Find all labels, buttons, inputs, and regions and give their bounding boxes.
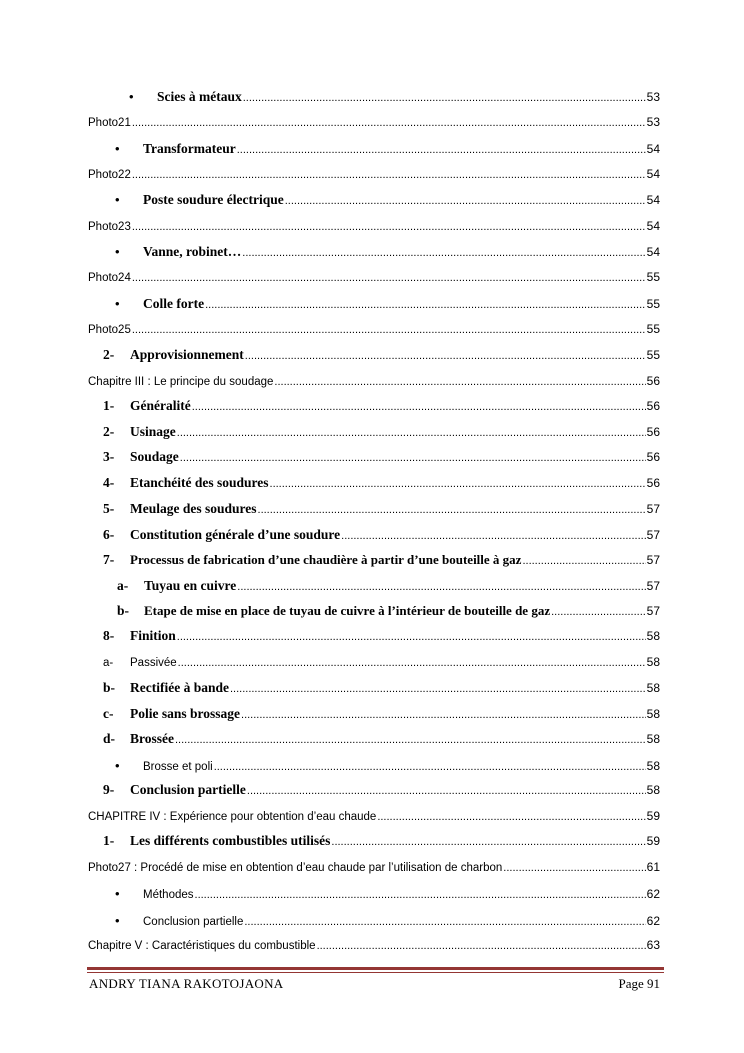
leader-dots: [132, 169, 646, 181]
leader-dots: [132, 221, 646, 233]
toc-page-number: 54: [646, 142, 660, 156]
leader-dots: [205, 299, 646, 311]
bullet-marker: •: [129, 89, 134, 104]
footer-rule-thick: [87, 967, 664, 970]
toc-page-number: 57: [646, 502, 660, 516]
leader-dots: [244, 916, 645, 928]
toc-entry-text: Brosse et poli: [143, 761, 213, 773]
leader-dots: [192, 401, 646, 413]
toc-entry-vanne[interactable]: [115, 244, 660, 260]
leader-dots: [237, 581, 645, 593]
leader-dots: [317, 940, 646, 952]
toc-entry-brossee[interactable]: [103, 731, 660, 747]
toc-page-number: 57: [646, 579, 660, 593]
toc-entry-photo25[interactable]: [88, 322, 660, 336]
section-number: b-: [103, 680, 116, 695]
toc-entry-photo27[interactable]: [88, 860, 660, 874]
leader-dots: [285, 195, 646, 207]
toc-entry-text: Approvisionnement: [130, 347, 244, 362]
leader-dots: [241, 709, 646, 721]
section-number: a-: [117, 578, 129, 593]
leader-dots: [331, 836, 645, 848]
toc-entry-tuyau[interactable]: [117, 578, 660, 594]
section-number: d-: [103, 731, 116, 746]
toc-entry-text: Etanchéité des soudures: [130, 475, 269, 490]
toc-entry-approvisionnement[interactable]: [103, 347, 660, 363]
section-number: c-: [103, 706, 114, 721]
toc-entry-text: Vanne, robinet…: [143, 244, 242, 259]
toc-entry-text: Photo21: [88, 117, 131, 129]
footer-author: ANDRY TIANA RAKOTOJAONA: [89, 976, 284, 991]
toc-entry-processus[interactable]: [103, 552, 660, 568]
leader-dots: [195, 889, 646, 901]
toc-entry-text: CHAPITRE IV : Expérience pour obtention d’eau chaude: [88, 811, 377, 823]
toc-page-number: 58: [646, 732, 660, 746]
leader-dots: [522, 555, 645, 567]
toc-page-number: 58: [646, 759, 660, 773]
toc-page-number: 55: [646, 322, 660, 336]
toc-page-number: 57: [646, 553, 660, 567]
leader-dots: [341, 530, 645, 542]
toc-page-number: 54: [646, 167, 660, 181]
leader-dots: [551, 606, 646, 618]
leader-dots: [132, 272, 646, 284]
toc-entry-chapitre-4[interactable]: [88, 809, 660, 823]
bullet-marker: •: [115, 886, 120, 901]
bullet-marker: •: [115, 141, 120, 156]
leader-dots: [132, 117, 646, 129]
toc-page-number: 53: [646, 115, 660, 129]
toc-entry-text: Processus de fabrication d’une chaudière à partir d’une bouteille à gaz: [130, 552, 522, 567]
leader-dots: [377, 811, 645, 823]
section-number: 1-: [103, 833, 115, 848]
toc-entry-text: Généralité: [130, 398, 191, 413]
toc-entry-etancheite[interactable]: [103, 475, 660, 491]
footer-rule-thin: [87, 972, 664, 973]
bullet-marker: •: [115, 296, 120, 311]
toc-entry-scies[interactable]: [129, 89, 660, 105]
toc-page-number: 59: [646, 809, 660, 823]
toc-page-number: 58: [646, 707, 660, 721]
toc-entry-finition[interactable]: [103, 628, 660, 644]
toc-entry-etape[interactable]: [117, 603, 660, 619]
toc-page-number: 56: [646, 374, 660, 388]
bullet-marker: •: [115, 913, 120, 928]
leader-dots: [243, 92, 646, 104]
toc-entry-constitution[interactable]: [103, 527, 660, 543]
section-number: 1-: [103, 398, 115, 413]
section-number: a-: [103, 657, 114, 669]
section-number: b-: [117, 603, 130, 618]
section-number: 2-: [103, 424, 115, 439]
toc-page-number: 53: [646, 90, 660, 104]
toc-entry-colle-forte[interactable]: [115, 296, 660, 312]
toc-entry-transformateur[interactable]: [115, 141, 660, 157]
toc-entry-generalite[interactable]: [103, 398, 660, 414]
leader-dots: [242, 247, 645, 259]
toc-entry-text: Poste soudure électrique: [143, 192, 284, 207]
toc-page-number: 61: [646, 860, 660, 874]
section-number: 6-: [103, 527, 115, 542]
toc-entry-text: Photo22: [88, 169, 131, 181]
leader-dots: [132, 324, 646, 336]
leader-dots: [274, 376, 645, 388]
toc-page-number: 55: [646, 297, 660, 311]
section-number: 4-: [103, 475, 115, 490]
toc-entry-photo21[interactable]: [88, 115, 660, 129]
toc-entry-text: Usinage: [130, 424, 176, 439]
toc-entry-text: Meulage des soudures: [130, 501, 257, 516]
toc-entry-text: Photo24: [88, 272, 131, 284]
leader-dots: [503, 862, 645, 874]
section-number: 3-: [103, 449, 115, 464]
leader-dots: [175, 734, 646, 746]
toc-entry-brosse-poli[interactable]: [115, 758, 660, 773]
section-number: 9-: [103, 782, 115, 797]
toc-entry-text: Méthodes: [143, 889, 194, 901]
leader-dots: [270, 478, 646, 490]
toc-entry-text: Brossée: [130, 731, 174, 746]
toc-page-number: 58: [646, 655, 660, 669]
toc-entry-photo23[interactable]: [88, 219, 660, 233]
toc-entry-text: Colle forte: [143, 296, 205, 311]
leader-dots: [237, 144, 646, 156]
toc-entry-text: Soudage: [130, 449, 179, 464]
bullet-marker: •: [115, 244, 120, 259]
leader-dots: [214, 761, 646, 773]
toc-entry-usinage[interactable]: [103, 424, 660, 440]
toc-entry-text: Conclusion partielle: [143, 916, 244, 928]
toc-entry-chapitre-3[interactable]: [88, 374, 660, 388]
toc-page-number: 58: [646, 681, 660, 695]
toc-page-number: 58: [646, 783, 660, 797]
toc-page-number: 56: [646, 476, 660, 490]
toc-page-number: 55: [646, 270, 660, 284]
toc-page-number: 57: [646, 604, 660, 618]
toc-entry-text: Rectifiée à bande: [130, 680, 229, 695]
leader-dots: [245, 350, 646, 362]
section-number: 5-: [103, 501, 115, 516]
toc-entry-text: Polie sans brossage: [130, 706, 241, 721]
bullet-marker: •: [115, 758, 120, 773]
toc-page-number: 54: [646, 245, 660, 259]
toc-page-number: 55: [646, 348, 660, 362]
toc-entry-polie[interactable]: [103, 706, 660, 722]
toc-entry-text: Chapitre III : Le principe du soudage: [88, 376, 274, 388]
toc-page-number: 56: [646, 425, 660, 439]
toc-entry-text: Constitution générale d’une soudure: [130, 527, 341, 542]
toc-entry-text: Passivée: [130, 657, 177, 669]
toc-entry-soudage[interactable]: [103, 449, 660, 465]
toc-entry-text: Photo27 : Procédé de mise en obtention d’eau chaude par l’utilisation de charbon: [88, 862, 503, 874]
toc-entry-methodes[interactable]: [115, 886, 660, 901]
toc-page-number: 62: [646, 887, 660, 901]
toc-entry-combustibles[interactable]: [103, 833, 660, 849]
leader-dots: [247, 785, 646, 797]
toc-page-number: 59: [646, 834, 660, 848]
toc-page-number: 56: [646, 450, 660, 464]
section-number: 8-: [103, 628, 115, 643]
toc-page-number: 62: [646, 914, 660, 928]
toc-page-number: 63: [646, 938, 660, 952]
toc-entry-text: Conclusion partielle: [130, 782, 246, 797]
toc-entry-meulage[interactable]: [103, 501, 660, 517]
toc-entry-text: Photo23: [88, 221, 131, 233]
toc-page-number: 57: [646, 528, 660, 542]
toc-page-number: 56: [646, 399, 660, 413]
leader-dots: [230, 683, 646, 695]
toc-entry-text: Transformateur: [143, 141, 236, 156]
leader-dots: [177, 631, 646, 643]
footer-page-number: Page 91: [618, 976, 660, 991]
toc-entry-text: Chapitre V : Caractéristiques du combustible: [88, 940, 316, 952]
toc-entry-text: Les différents combustibles utilisés: [130, 833, 331, 848]
bullet-marker: •: [115, 192, 120, 207]
toc-entry-conclusion-9[interactable]: [103, 782, 660, 798]
toc-entry-text: Scies à métaux: [157, 89, 242, 104]
toc-entry-text: Photo25: [88, 324, 131, 336]
section-number: 7-: [103, 552, 115, 567]
toc-entry-rectifiee[interactable]: [103, 680, 660, 696]
leader-dots: [177, 427, 646, 439]
toc-entry-poste-soudure[interactable]: [115, 192, 660, 208]
toc-entry-chapitre-5[interactable]: [88, 938, 660, 952]
leader-dots: [180, 452, 646, 464]
toc-page-number: 58: [646, 629, 660, 643]
toc-page-number: 54: [646, 219, 660, 233]
leader-dots: [258, 504, 646, 516]
toc-entry-text: Etape de mise en place de tuyau de cuivre à l’intérieur de bouteille de gaz: [144, 603, 551, 618]
toc-entry-conclusion-partielle[interactable]: [115, 913, 660, 928]
toc-page-number: 54: [646, 193, 660, 207]
toc-entry-photo24[interactable]: [88, 270, 660, 284]
toc-entry-photo22[interactable]: [88, 167, 660, 181]
toc-entry-text: Finition: [130, 628, 176, 643]
leader-dots: [178, 657, 646, 669]
toc-entry-text: Tuyau en cuivre: [144, 578, 237, 593]
section-number: 2-: [103, 347, 115, 362]
toc-entry-passivee[interactable]: [103, 655, 660, 669]
